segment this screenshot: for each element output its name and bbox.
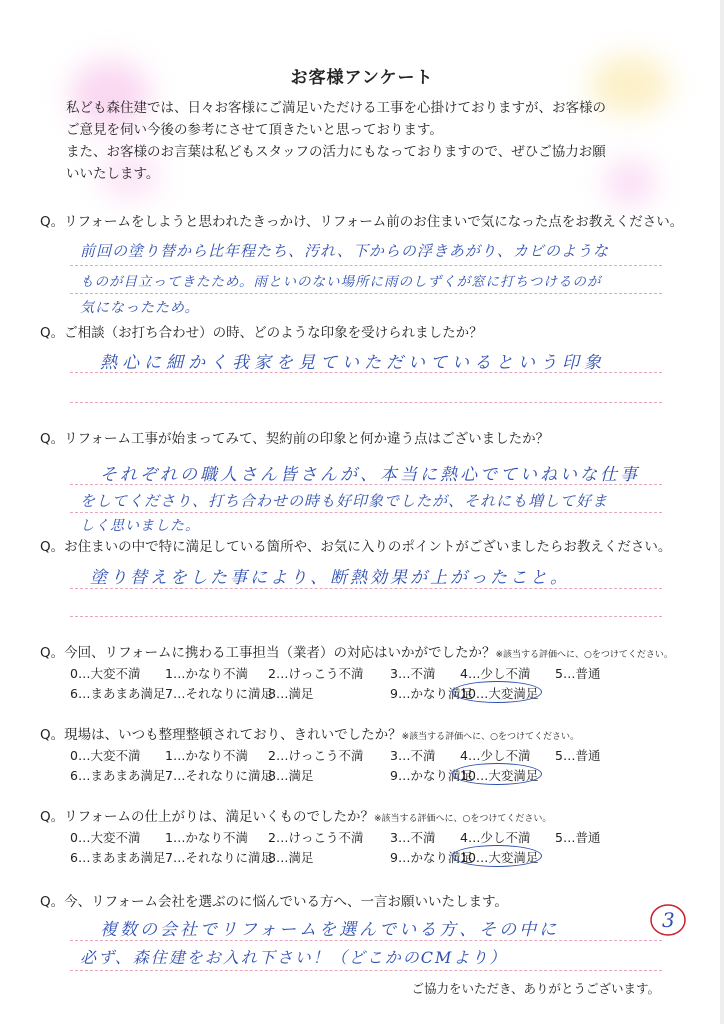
question-6-note: ※該当する評価へに、○をつけてください。 xyxy=(401,732,580,742)
rating-option[interactable]: 1…かなり不満 xyxy=(165,748,248,763)
rating-option[interactable]: 0…大変不満 xyxy=(70,666,141,681)
rating-option[interactable]: 9…かなり満足 xyxy=(390,768,473,783)
q2-answer-line: 熱心に細かく我家を見ていただいているという印象 xyxy=(100,353,606,373)
page-title: お客様アンケート xyxy=(290,68,434,88)
rating-option[interactable]: 3…不満 xyxy=(390,830,436,845)
intro-paragraph xyxy=(66,97,686,185)
rating-option[interactable]: 0…大変不満 xyxy=(70,830,141,845)
rating-option[interactable]: 6…まあまあ満足 xyxy=(70,686,166,701)
rating-option[interactable]: 10…大変満足 xyxy=(460,686,539,701)
rating-option[interactable]: 5…普通 xyxy=(555,830,601,845)
answer-rule xyxy=(70,512,662,513)
rating-option[interactable]: 3…不満 xyxy=(390,666,436,681)
rating-option[interactable]: 0…大変不満 xyxy=(70,748,141,763)
q1-answer-line: 前回の塗り替から比年程たち、汚れ、下からの浮きあがり、カビのような xyxy=(80,242,609,260)
question-8: Q。今、リフォーム会社を選ぶのに悩んでいる方へ、一言お願いいたします。 xyxy=(40,894,508,910)
rating-option[interactable]: 10…大変満足 xyxy=(460,768,539,783)
answer-rule xyxy=(70,293,662,294)
rating-option[interactable]: 5…普通 xyxy=(555,748,601,763)
rating-option[interactable]: 8…満足 xyxy=(268,850,314,865)
rating-option[interactable]: 2…けっこう不満 xyxy=(268,666,364,681)
rating-option[interactable]: 2…けっこう不満 xyxy=(268,748,364,763)
question-7-text: Q。リフォームの仕上がりは、満足いくものでしたか？ xyxy=(40,809,374,825)
q3-answer-line: しく思いました。 xyxy=(80,518,200,534)
question-6-text: Q。現場は、いつも整理整頓されており、きれいでしたか？ xyxy=(40,727,402,743)
rating-option[interactable]: 7…それなりに満足 xyxy=(165,768,273,783)
rating-option[interactable]: 9…かなり満足 xyxy=(390,850,473,865)
q1-answer-line: 気になったため。 xyxy=(80,300,200,316)
rating-option[interactable]: 7…それなりに満足 xyxy=(165,850,273,865)
q3-answer-line: それぞれの職人さん皆さんが、本当に熱心でていねいな仕事 xyxy=(100,465,640,485)
intro-line: 私ども森住建では、日々お客様にご満足いただける工事を心掛けておりますが、お客様の xyxy=(66,100,606,116)
rating-option[interactable]: 6…まあまあ満足 xyxy=(70,768,166,783)
rating-option[interactable]: 8…満足 xyxy=(268,686,314,701)
footer-thanks: ご協力をいただき、ありがとうございます。 xyxy=(411,981,660,996)
q4-answer-line: 塗り替えをした事により、断熱効果が上がったこと。 xyxy=(90,568,570,588)
answer-rule xyxy=(70,402,662,403)
answer-rule xyxy=(70,970,662,971)
selected-rating-circle xyxy=(452,845,542,867)
q8-answer-line: 複数の会社でリフォームを選んでいる方、その中に xyxy=(100,920,560,940)
rating-option[interactable]: 6…まあまあ満足 xyxy=(70,850,166,865)
rating-option[interactable]: 2…けっこう不満 xyxy=(268,830,364,845)
intro-line: いいたします。 xyxy=(66,166,160,182)
rating-option[interactable]: 1…かなり不満 xyxy=(165,666,248,681)
page-number: 3 xyxy=(662,908,675,932)
answer-rule xyxy=(70,940,662,941)
question-3: Q。リフォーム工事が始まってみて、契約前の印象と何か違う点はございましたか？ xyxy=(40,431,550,447)
rating-option[interactable]: 5…普通 xyxy=(555,666,601,681)
question-1: Q。リフォームをしようと思われたきっかけ、リフォーム前のお住まいで気になった点をお教えください。 xyxy=(40,214,684,230)
rating-option[interactable]: 8…満足 xyxy=(268,768,314,783)
page-number-circle xyxy=(648,900,688,940)
rating-option[interactable]: 3…不満 xyxy=(390,748,436,763)
intro-line: また、お客様のお言葉は私どもスタッフの活力にもなっておりますので、ぜひご協力お願 xyxy=(66,144,606,160)
answer-rule xyxy=(70,265,662,266)
selected-rating-circle xyxy=(452,681,542,703)
intro-line: ご意見を伺い今後の参考にさせて頂きたいと思っております。 xyxy=(66,122,443,138)
question-7 xyxy=(40,805,551,825)
q8-answer-line: 必ず、森住建をお入れ下さい！（どこかのCMより） xyxy=(80,948,508,967)
rating-option[interactable]: 1…かなり不満 xyxy=(165,830,248,845)
question-5-note: ※該当する評価へに、○をつけてください。 xyxy=(495,650,673,660)
rating-option[interactable]: 9…かなり満足 xyxy=(390,686,473,701)
scan-edge xyxy=(720,0,724,1024)
question-2: Q。ご相談（お打ち合わせ）の時、どのような印象を受けられましたか？ xyxy=(40,325,483,341)
question-6 xyxy=(40,723,579,743)
answer-rule xyxy=(70,588,662,589)
rating-option[interactable]: 4…少し不満 xyxy=(460,666,531,681)
q3-answer-line: をしてくださり、打ち合わせの時も好印象でしたが、それにも増して好ま xyxy=(80,492,609,510)
answer-rule xyxy=(70,616,662,617)
rating-option[interactable]: 7…それなりに満足 xyxy=(165,686,273,701)
rating-option[interactable]: 10…大変満足 xyxy=(460,850,539,865)
question-7-note: ※該当する評価へに、○をつけてください。 xyxy=(373,814,552,824)
question-5 xyxy=(40,641,673,661)
question-4: Q。お住まいの中で特に満足している箇所や、お気に入りのポイントがございましたらお教えください。 xyxy=(40,539,672,555)
question-5-text: Q。今回、リフォームに携わる工事担当（業者）の対応はいかがでしたか？ xyxy=(40,645,496,661)
selected-rating-circle xyxy=(452,763,542,785)
q1-answer-line: ものが目立ってきたため。雨といのない場所に雨のしずくが窓に打ちつけるのが xyxy=(80,274,602,290)
rating-option[interactable]: 4…少し不満 xyxy=(460,748,531,763)
rating-option[interactable]: 4…少し不満 xyxy=(460,830,531,845)
